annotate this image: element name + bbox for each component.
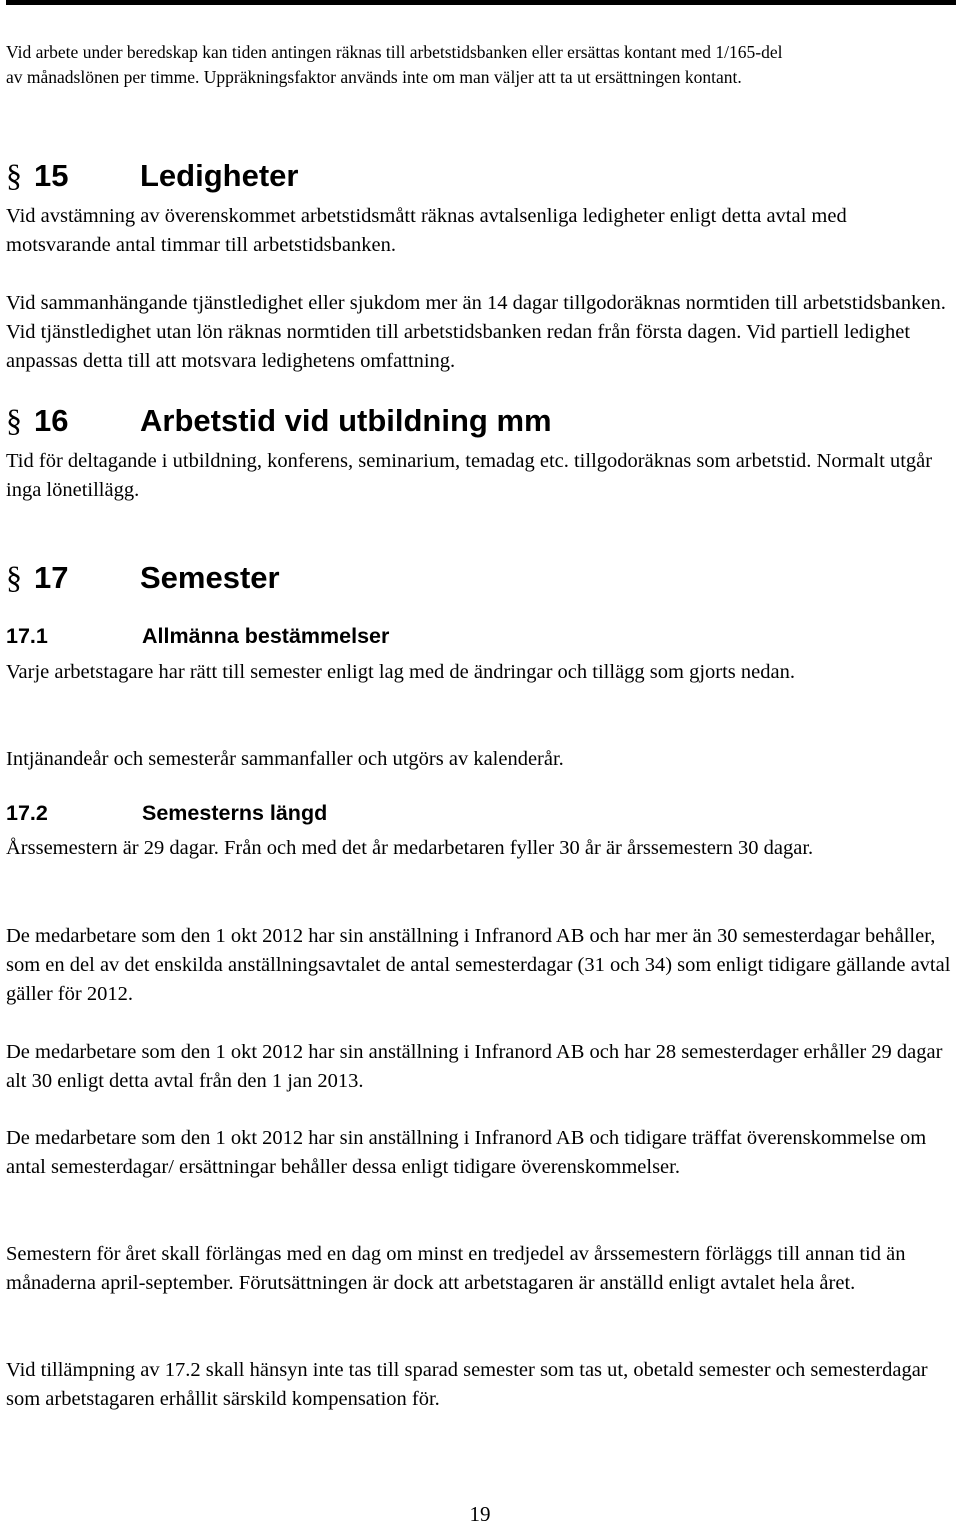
subsection-title: Semesterns längd [142, 801, 328, 825]
subsection-17-1-paragraph-1: Varje arbetstagare har rätt till semester enligt lag med de ändringar och tillägg som gjorts nedan. [6, 661, 795, 683]
section-16-heading [6, 398, 552, 442]
section-number: 17 [34, 560, 69, 595]
top-rule [6, 0, 956, 5]
subsection-number: 17.2 [6, 801, 48, 825]
section-sign: § [6, 157, 22, 193]
section-number: 16 [34, 403, 69, 438]
subsection-17-2-paragraph-4: De medarbetare som den 1 okt 2012 har sin anställning i Infranord AB och tidigare träffat överenskommelse om antal semesterdagar/ ersättningar behåller dessa enligt tidigare överenskommelser. [6, 1127, 927, 1178]
subsection-17-2-paragraph-5: Semestern för året skall förlängas med en dag om minst en tredjedel av årssemestern förläggs till annan tid än månaderna april-september. Förutsättningen är dock att arbetstagaren är anställd enligt avtalet hela året. [6, 1243, 906, 1294]
subsection-17-1-heading [6, 622, 389, 650]
section-sign: § [6, 402, 22, 438]
subsection-title: Allmänna bestämmelser [142, 624, 390, 648]
intro-line-2: av månadslönen per timme. Uppräkningsfaktor används inte om man väljer att ta ut ersättningen kontant. [6, 67, 742, 87]
intro-line-1: Vid arbete under beredskap kan tiden antingen räknas till arbetstidsbanken eller ersättas kontant med 1/165-del [6, 42, 783, 62]
section-title: Ledigheter [140, 158, 299, 193]
section-title: Semester [140, 560, 280, 595]
subsection-17-2-paragraph-6: Vid tillämpning av 17.2 skall hänsyn inte tas till sparad semester som tas ut, obetald semester och semesterdagar som arbetstagaren erhållit särskild kompensation för. [6, 1359, 928, 1410]
subsection-number: 17.1 [6, 624, 48, 648]
subsection-17-2-paragraph-2: De medarbetare som den 1 okt 2012 har sin anställning i Infranord AB och har mer än 30 semesterdagar behåller, som en del av det enskilda anställningsavtalet de antal semesterdagar (31 och 34) som enligt tidigare gällande avtal gäller för 2012. [6, 925, 951, 1005]
subsection-17-2-heading [6, 799, 327, 827]
section-17-heading [6, 555, 280, 599]
section-15-paragraph-1: Vid avstämning av överenskommet arbetstidsmått räknas avtalsenliga ledigheter enligt detta avtal med motsvarande antal timmar till arbetstidsbanken. [6, 205, 847, 256]
section-sign: § [6, 559, 22, 595]
subsection-17-1-paragraph-2: Intjänandeår och semesterår sammanfaller och utgörs av kalenderår. [6, 748, 564, 770]
section-15-heading [6, 153, 298, 197]
section-number: 15 [34, 158, 69, 193]
section-15-paragraph-2: Vid sammanhängande tjänstledighet eller sjukdom mer än 14 dagar tillgodoräknas normtiden till arbetstidsbanken. Vid tjänstledighet utan lön räknas normtiden till arbetstidsbanken redan från första dagen. Vid partiell ledighet anpassas detta till att motsvara ledighetens omfattning. [6, 292, 946, 372]
section-title: Arbetstid vid utbildning mm [140, 403, 552, 438]
section-16-paragraph-1: Tid för deltagande i utbildning, konferens, seminarium, temadag etc. tillgodoräknas som arbetstid. Normalt utgår inga lönetillägg. [6, 450, 933, 501]
intro-paragraph [6, 40, 952, 90]
page-number: 19 [469, 1502, 491, 1526]
subsection-17-2-paragraph-1: Årssemestern är 29 dagar. Från och med det år medarbetaren fyller 30 år är årssemestern 30 dagar. [6, 837, 814, 859]
subsection-17-2-paragraph-3: De medarbetare som den 1 okt 2012 har sin anställning i Infranord AB och har 28 semesterdager erhåller 29 dagar alt 30 enligt detta avtal från den 1 jan 2013. [6, 1041, 943, 1092]
